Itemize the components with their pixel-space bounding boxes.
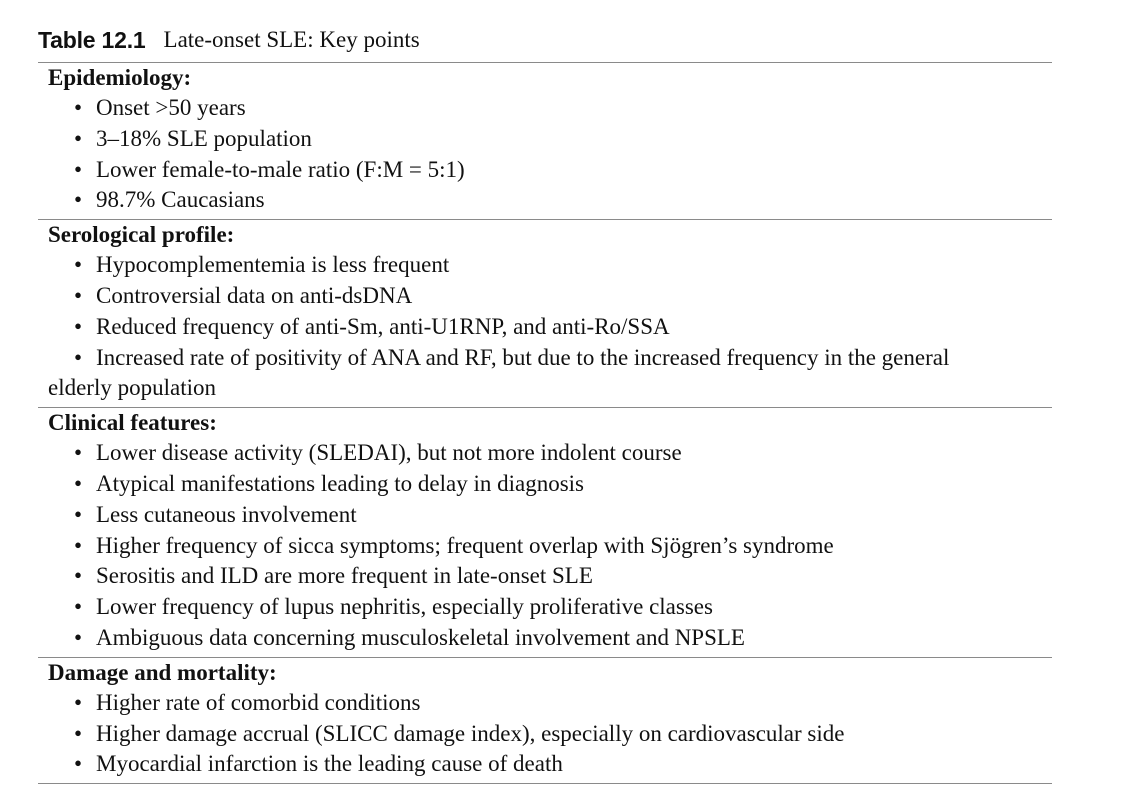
table-label: Table 12.1 xyxy=(38,26,146,53)
section-clinical-features xyxy=(38,407,1052,657)
section-damage-and-mortality xyxy=(38,657,1052,784)
bullet-icon: • xyxy=(74,187,83,213)
list-item xyxy=(48,155,1052,186)
list-item xyxy=(48,749,1052,780)
item-text: Lower female-to-male ratio (F:M = 5:1) xyxy=(96,156,465,182)
bullet-icon: • xyxy=(74,252,83,278)
item-text: Increased rate of positivity of ANA and RF, but due to the increased frequency in the general elderly population xyxy=(48,344,950,401)
section-serological-profile xyxy=(38,219,1052,407)
list-item xyxy=(48,343,988,405)
item-text: Higher damage accrual (SLICC damage index), especially on cardiovascular side xyxy=(96,720,845,746)
item-text: Controversial data on anti-dsDNA xyxy=(96,282,413,308)
bullet-icon: • xyxy=(74,751,83,777)
bullet-icon: • xyxy=(74,624,83,650)
bullet-icon: • xyxy=(74,594,83,620)
list-item xyxy=(48,312,1052,343)
list-item xyxy=(48,500,1052,531)
list-item xyxy=(48,688,1052,719)
item-text: 98.7% Caucasians xyxy=(96,187,265,213)
item-text: Ambiguous data concerning musculoskeletal involvement and NPSLE xyxy=(96,624,745,650)
bullet-icon: • xyxy=(74,689,83,715)
list-item xyxy=(48,124,1052,155)
item-text: Myocardial infarction is the leading cause of death xyxy=(96,751,563,777)
list-item xyxy=(48,185,1052,216)
bullet-icon: • xyxy=(74,720,83,746)
section-heading: Clinical features: xyxy=(48,410,217,436)
bullet-icon: • xyxy=(74,156,83,182)
section-heading: Epidemiology: xyxy=(48,65,192,90)
item-text: Higher rate of comorbid conditions xyxy=(96,689,421,715)
item-text: Atypical manifestations leading to delay in diagnosis xyxy=(96,470,585,496)
list-item xyxy=(48,281,1052,312)
bullet-icon: • xyxy=(74,125,83,151)
bullet-icon: • xyxy=(74,440,83,466)
table-caption xyxy=(38,18,1052,62)
item-text: Reduced frequency of anti-Sm, anti-U1RNP, and anti-Ro/SSA xyxy=(96,313,670,339)
list-item xyxy=(48,531,1052,562)
bullet-icon: • xyxy=(74,563,83,589)
list-item xyxy=(48,93,1052,124)
list-item xyxy=(48,592,1052,623)
key-points-table xyxy=(38,18,1052,784)
item-text: Onset >50 years xyxy=(96,95,246,120)
list-item xyxy=(48,250,1052,281)
list-item xyxy=(48,438,1052,469)
bullet-icon: • xyxy=(74,313,83,339)
item-text: Hypocomplementemia is less frequent xyxy=(96,252,450,278)
section-heading: Serological profile: xyxy=(48,222,235,248)
list-item xyxy=(48,561,1052,592)
list-item xyxy=(48,469,1052,500)
bullet-icon: • xyxy=(74,95,83,120)
item-text: Higher frequency of sicca symptoms; frequent overlap with Sjögren’s syndrome xyxy=(96,532,834,558)
bullet-icon: • xyxy=(74,344,83,370)
section-epidemiology xyxy=(38,62,1052,219)
bullet-icon: • xyxy=(74,470,83,496)
list-item xyxy=(48,623,1052,654)
list-item xyxy=(48,719,1052,750)
item-text: 3–18% SLE population xyxy=(96,125,312,151)
bullet-icon: • xyxy=(74,501,83,527)
item-text: Lower disease activity (SLEDAI), but not more indolent course xyxy=(96,440,682,466)
item-text: Less cutaneous involvement xyxy=(96,501,357,527)
item-text: Serositis and ILD are more frequent in late-onset SLE xyxy=(96,563,593,589)
table-title: Late-onset SLE: Key points xyxy=(163,27,420,52)
bullet-icon: • xyxy=(74,282,83,308)
item-text: Lower frequency of lupus nephritis, especially proliferative classes xyxy=(96,594,713,620)
section-heading: Damage and mortality: xyxy=(48,659,277,685)
bullet-icon: • xyxy=(74,532,83,558)
